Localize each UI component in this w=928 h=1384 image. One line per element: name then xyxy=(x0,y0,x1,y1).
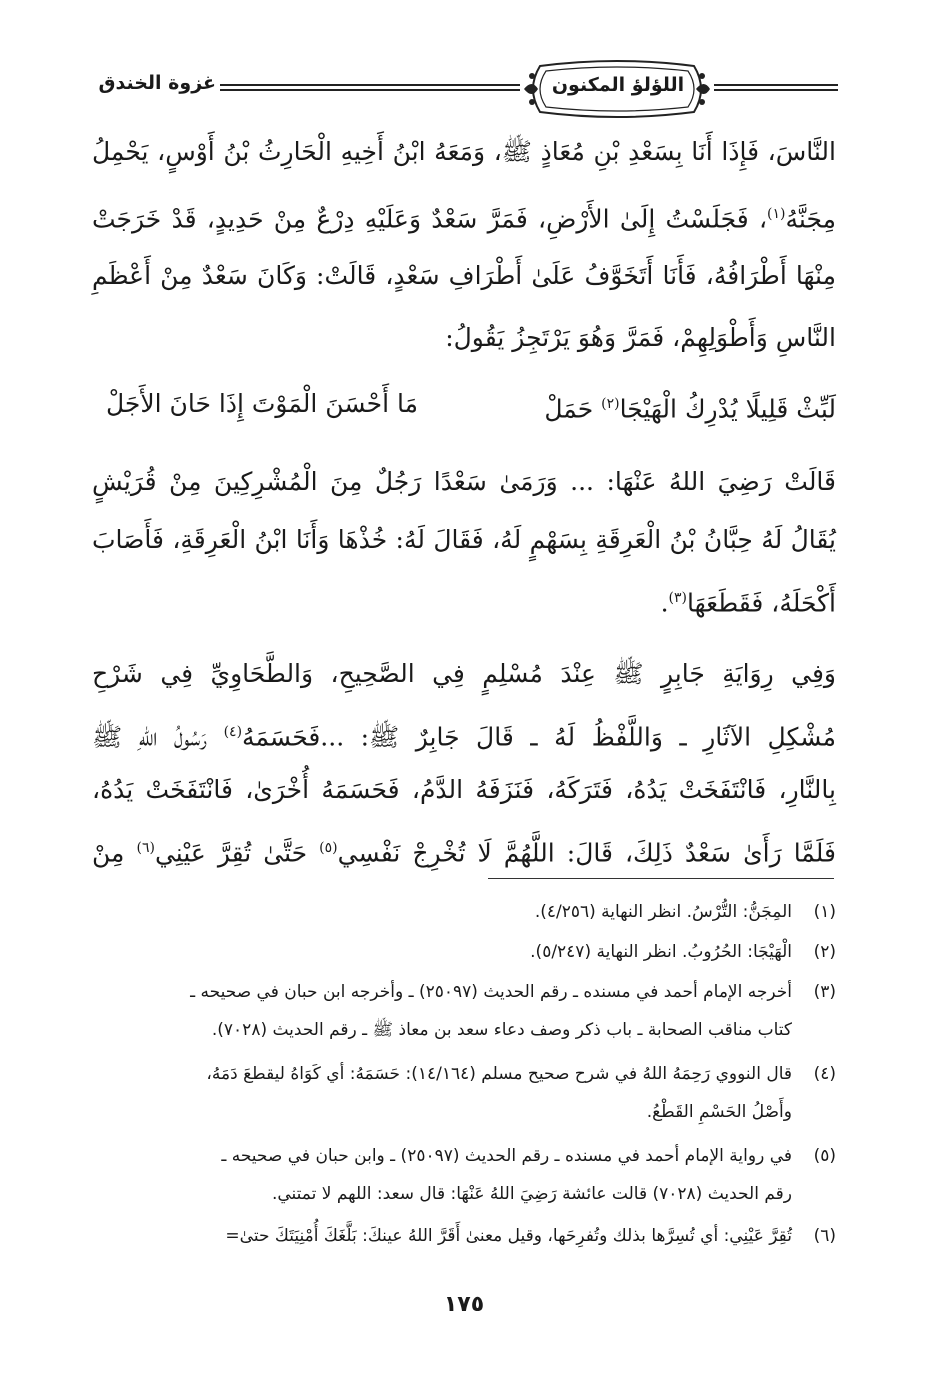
page-header xyxy=(92,58,838,120)
footnote-4: (٤)قال النووي رَحِمَهُ اللهُ في شرح صحيح مسلم (١٤/١٦٤): حَسَمَهُ: أي كَوَاهُ ليقطعَ دَمَهُ، xyxy=(206,1064,836,1084)
text-line: النَّاسِ وَأَطْوَلِهِمْ، فَمَرَّ وَهُوَ يَرْتَجِزُ يَقُولُ: xyxy=(445,323,836,352)
text-line: مُشْكِلِ الآثَارِ ـ وَاللَّفْظُ لَهُ ـ قَالَ جَابِرٌ ﷺ: ...فَحَسَمَهُ$^{(٤)}$ رَسُولُ اللهِ ﷺ xyxy=(92,722,836,752)
header-rule-left xyxy=(220,84,520,91)
text-line: بِالنَّارِ، فَانْتَفَخَتْ يَدُهُ، فَتَرَكَهُ، فَنَزَفَهُ الدَّمُ، فَحَسَمَهُ أُخْرَىٰ، فَانْتَفَخَتْ يَدُهُ، xyxy=(92,775,836,804)
text-line: مِنْهَا أَطْرَافُهُ، فَأَنَا أَتَخَوَّفُ عَلَىٰ أَطْرَافِ سَعْدٍ، قَالَتْ: وَكَانَ سَعْدٌ مِنْ أَعْظَمِ xyxy=(92,261,836,290)
verse-second-hemistich: مَا أَحْسَنَ الْمَوْتَ إِذَا حَانَ الأَجَلْ xyxy=(106,389,418,418)
book-title: اللؤلؤ المكنون xyxy=(551,74,685,96)
chapter-title: غزوة الخندق xyxy=(98,72,216,94)
text-line: أَكْحَلَهُ، فَقَطَعَهَا$^{(٣)}$. xyxy=(660,588,836,618)
footnote-3-continued: كتاب مناقب الصحابة ـ باب ذكر وصف دعاء سعد بن معاذ ﷺ ـ رقم الحديث (٧٠٢٨). xyxy=(211,1020,792,1040)
text-line: قَالَتْ رَضِيَ اللهُ عَنْهَا: ... وَرَمَىٰ سَعْدًا رَجُلٌ مِنَ الْمُشْرِكِينَ مِنْ قُرَيْشٍ xyxy=(92,467,836,496)
header-rule-right xyxy=(714,84,838,91)
footnote-2: (٢)الْهَيْجَا: الحُرُوبُ. انظر النهاية (٥/٢٤٧). xyxy=(530,942,836,962)
footnote-4-continued: وأَصْلُ الحَسْمِ القَطْعُ. xyxy=(646,1102,792,1122)
footnote-6: (٦)تُقِرَّ عَيْنِي: أي تُسِرَّها بذلك وتُفرِحَها، وقيل معنىٰ أَقَرَّ اللهُ عينكَ: بَلَّغَكَ أُمْنِيَتَكَ حتىٰ= xyxy=(225,1226,836,1246)
text-line: النَّاسَ، فَإِذَا أَنَا بِسَعْدِ بْنِ مُعَاذٍ ﷺ، وَمَعَهُ ابْنُ أَخِيهِ الْحَارِثُ بْنُ أَوْسٍ، يَحْمِلُ xyxy=(92,137,836,166)
page-number: ١٧٥ xyxy=(443,1292,485,1317)
text-line: مِجَنَّهُ$^{(١)}$، فَجَلَسْتُ إِلَىٰ الأَرْضِ، فَمَرَّ سَعْدٌ وَعَلَيْهِ دِرْعٌ مِنْ حَدِيدٍ، قَدْ خَرَجَتْ xyxy=(92,204,836,234)
footnote-1: (١)المِجَنُّ: التُّرْسُ. انظر النهاية (٤/٢٥٦). xyxy=(534,902,836,922)
verse-first-hemistich: لَبِّثْ قَلِيلًا يُدْرِكُ الْهَيْجَا$^{(٢)}$ حَمَلْ xyxy=(544,394,836,424)
text-line: وَفِي رِوَايَةِ جَابِرٍ ﷺ عِنْدَ مُسْلِمٍ فِي الصَّحِيحِ، وَالطَّحَاوِيِّ فِي شَرْحِ xyxy=(92,659,836,688)
text-line: فَلَمَّا رَأَىٰ سَعْدٌ ذَلِكَ، قَالَ: اللَّهُمَّ لَا تُخْرِجْ نَفْسِي$^{(٥)}$ حَتَّىٰ تُقِرَّ عَيْنِي$^{(٦)}$ مِنْ xyxy=(92,838,836,868)
footnote-separator xyxy=(488,878,834,879)
footnote-3: (٣)أخرجه الإمام أحمد في مسنده ـ رقم الحديث (٢٥٠٩٧) ـ وأخرجه ابن حبان في صحيحه ـ xyxy=(190,982,836,1002)
text-line: يُقَالُ لَهُ حِبَّانُ بْنُ الْعَرِقَةِ بِسَهْمٍ لَهُ، فَقَالَ لَهُ: خُذْهَا وَأَنَا ابْنُ الْعَرِقَةِ، فَأَصَابَ xyxy=(92,525,836,554)
footnote-5: (٥)في رواية الإمام أحمد في مسنده ـ رقم الحديث (٢٥٠٩٧) ـ وابن حبان في صحيحه ـ xyxy=(221,1146,836,1166)
footnote-5-continued: رقم الحديث (٧٠٢٨) قالت عائشة رَضِيَ اللهُ عَنْهَا: قال سعد: اللهم لا تمتني. xyxy=(271,1184,792,1204)
